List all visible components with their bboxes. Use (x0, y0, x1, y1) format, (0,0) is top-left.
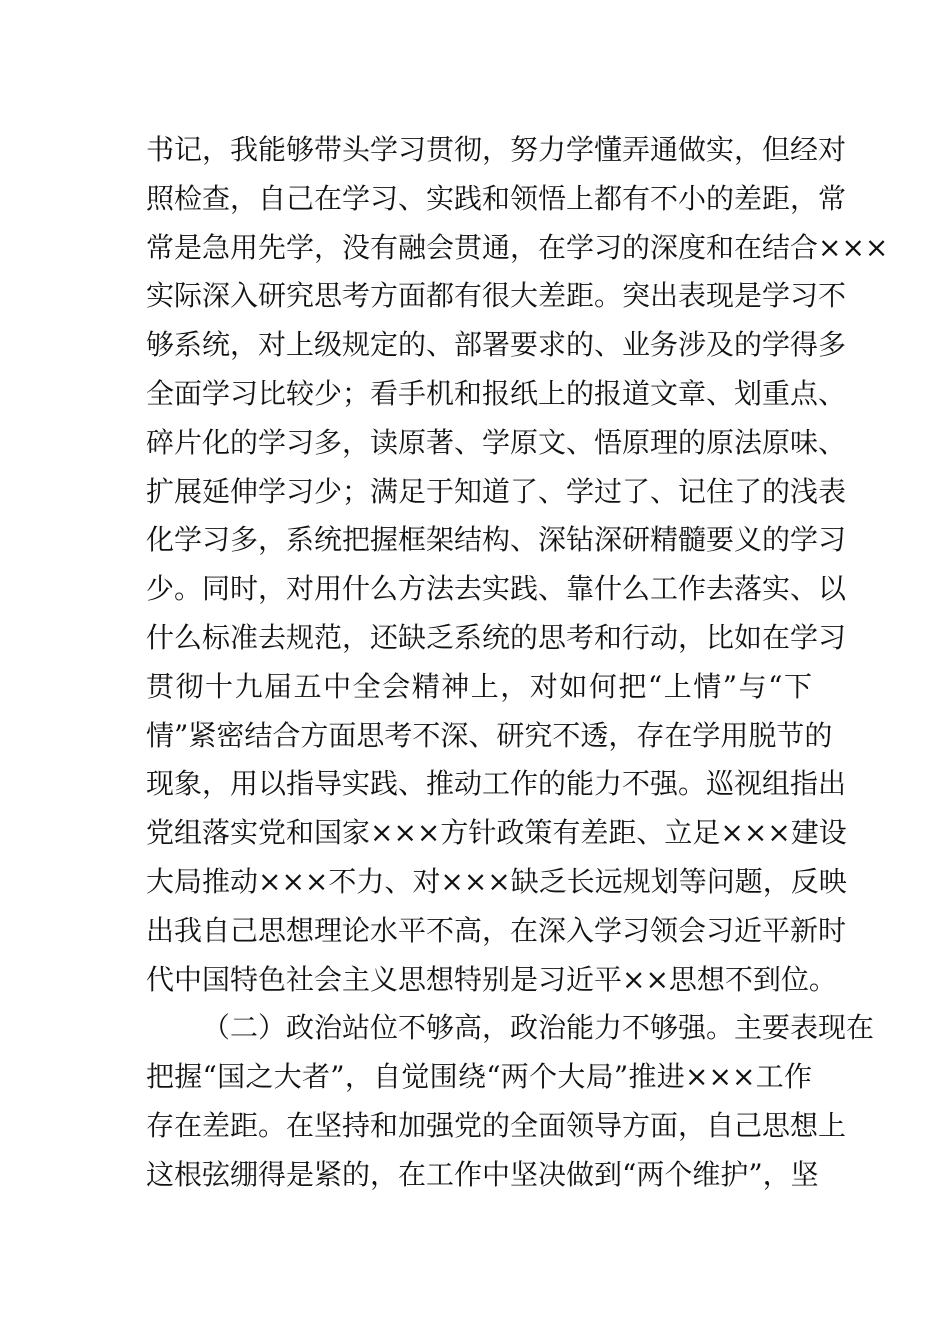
text-line-5: 够系统，对上级规定的、部署要求的、业务涉及的学得多 (146, 328, 847, 362)
text-line-18: 代中国特色社会主义思想特别是习近平××思想不到位。 (146, 962, 837, 996)
text-line-22: 这根弦绷得是紧的，在工作中坚决做到“两个维护”，坚 (146, 1157, 819, 1191)
text-line-21: 存在差距。在坚持和加强党的全面领导方面，自己思想上 (146, 1108, 847, 1142)
text-line-14: 现象，用以指导实践、推动工作的能力不强。巡视组指出 (146, 767, 847, 801)
text-line-6: 全面学习比较少；看手机和报纸上的报道文章、划重点、 (146, 376, 847, 410)
text-line-11: 什么标准去规范，还缺乏系统的思考和行动，比如在学习 (146, 620, 847, 654)
section-heading-line: （二）政治站位不够高，政治能力不够强。主要表现在 (202, 1011, 875, 1045)
document-body (146, 126, 889, 1200)
text-line-3: 常是急用先学，没有融会贯通，在学习的深度和在结合××× (146, 230, 889, 264)
text-line-15: 党组落实党和国家×××方针政策有差距、立足×××建设 (146, 816, 847, 850)
text-line-20: 把握“国之大者”，自觉围绕“两个大局”推进×××工作 (146, 1060, 812, 1094)
text-line-4: 实际深入研究思考方面都有很大差距。突出表现是学习不 (146, 279, 847, 313)
text-line-9: 化学习多，系统把握框架结构、深钻深研精髓要义的学习 (146, 523, 847, 557)
text-line-16: 大局推动×××不力、对×××缺乏长远规划等问题，反映 (146, 864, 847, 898)
text-line-12: 贯彻十九届五中全会精神上，对如何把“上情”与“下 (146, 669, 812, 703)
text-line-8: 扩展延伸学习少；满足于知道了、学过了、记住了的浅表 (146, 474, 847, 508)
text-line-17: 出我自己思想理论水平不高，在深入学习领会习近平新时 (146, 913, 847, 947)
text-line-1: 书记，我能够带头学习贯彻，努力学懂弄通做实，但经对 (146, 133, 847, 166)
text-line-2: 照检查，自己在学习、实践和领悟上都有不小的差距，常 (146, 181, 847, 215)
text-line-10: 少。同时，对用什么方法去实践、靠什么工作去落实、以 (146, 572, 847, 606)
text-line-13: 情”紧密结合方面思考不深、研究不透，存在学用脱节的 (146, 718, 833, 752)
text-line-7: 碎片化的学习多，读原著、学原文、悟原理的原法原味、 (146, 425, 847, 459)
